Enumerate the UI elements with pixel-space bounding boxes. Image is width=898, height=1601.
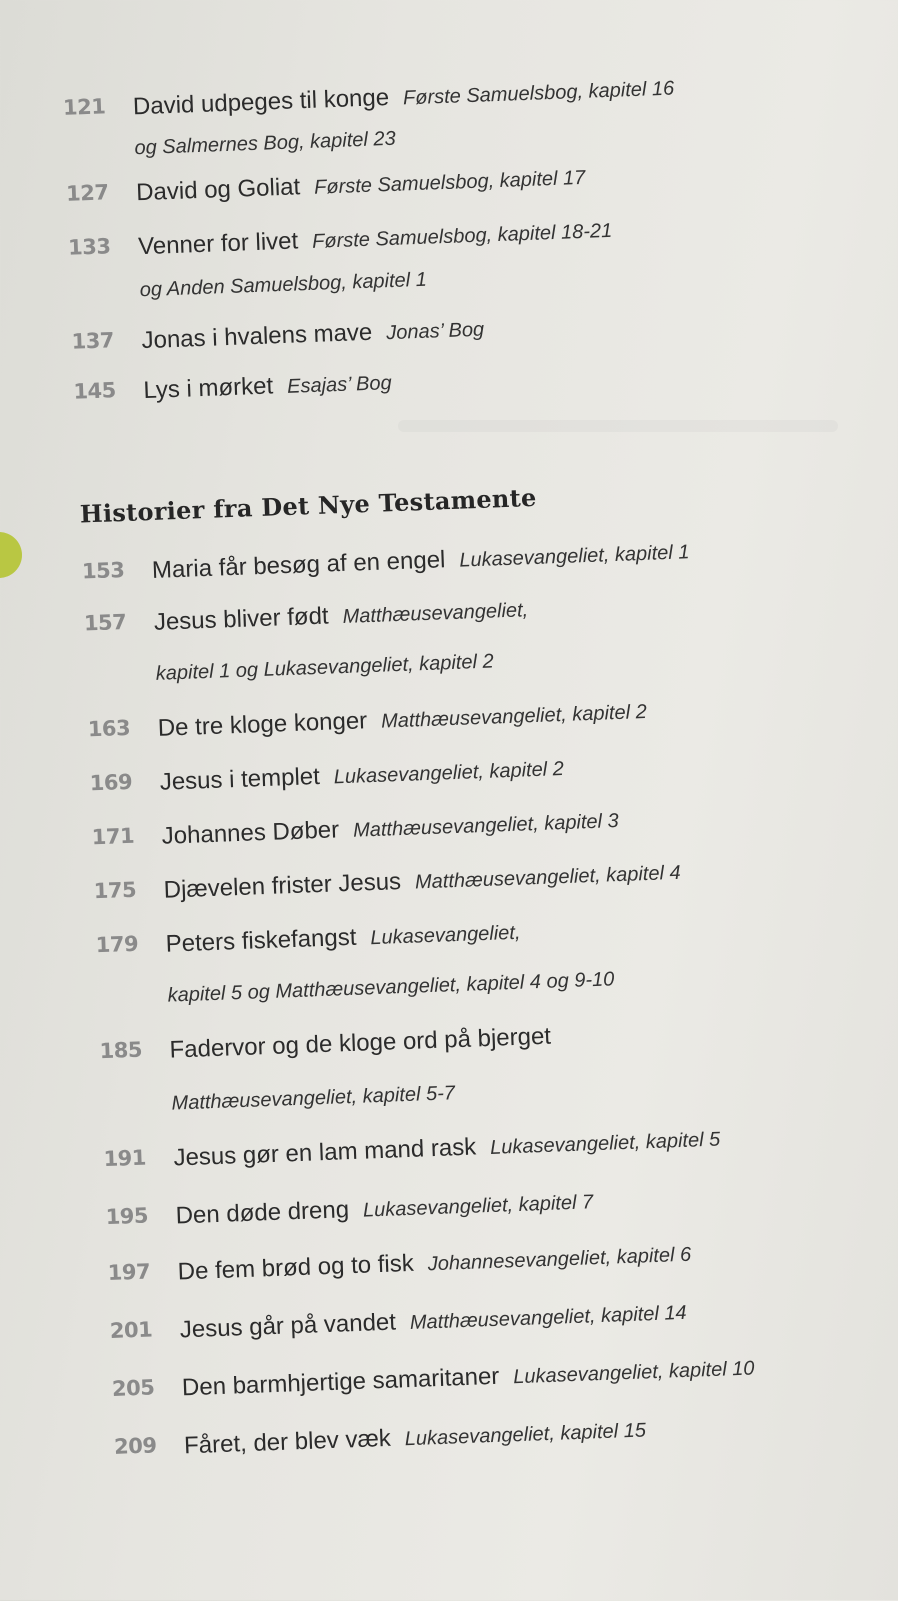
bible-reference-continued: kapitel 5 og Matthæusevangeliet, kapitel 4 og 9-10 <box>167 968 615 1007</box>
bible-reference: Lukasevangeliet, kapitel 5 <box>489 1128 721 1159</box>
story-title <box>182 1353 755 1402</box>
story-title-text: Jesus i templet <box>159 762 321 796</box>
story-title-text: Jesus gør en lam mand rask <box>173 1133 477 1172</box>
page-number: 133 <box>67 234 111 260</box>
bible-reference: Matthæusevangeliet, kapitel 4 <box>414 861 682 894</box>
bible-reference-continued: Matthæusevangeliet, kapitel 5-7 <box>171 1082 456 1115</box>
bible-reference: Matthæusevangeliet, kapitel 2 <box>380 700 648 733</box>
bible-reference: Esajas’ Bog <box>286 372 393 398</box>
story-title <box>157 697 647 743</box>
page-number: 209 <box>113 1433 157 1459</box>
story-title-text: Jesus bliver født <box>153 602 330 636</box>
bible-reference: Jonas’ Bog <box>385 318 485 345</box>
story-title-text: Jesus går på vandet <box>179 1308 397 1344</box>
story-title-text: David og Goliat <box>135 173 301 207</box>
bible-reference: Lukasevangeliet, kapitel 10 <box>512 1357 755 1389</box>
bible-reference: Johannesevangeliet, kapitel 6 <box>427 1243 692 1276</box>
page-number: 197 <box>107 1259 151 1286</box>
story-title <box>153 595 528 637</box>
bible-reference: Lukasevangeliet, kapitel 7 <box>362 1191 594 1222</box>
page-number: 171 <box>91 823 135 850</box>
page-number: 157 <box>83 609 127 636</box>
page-number: 201 <box>109 1317 153 1344</box>
story-title-text: Johannes Døber <box>161 816 340 850</box>
page-number: 179 <box>95 931 139 958</box>
page-number: 175 <box>93 877 137 904</box>
bible-reference: Lukasevangeliet, kapitel 2 <box>333 758 565 789</box>
page-number: 185 <box>99 1037 143 1064</box>
page-number: 127 <box>65 180 109 206</box>
page-number: 191 <box>103 1145 147 1172</box>
story-title-text: Fadervor og de kloge ord på bjerget <box>169 1022 552 1064</box>
story-title-text: Den barmhjertige samaritaner <box>181 1362 500 1402</box>
story-title-text: Djævelen frister Jesus <box>163 868 402 904</box>
story-title <box>173 1125 721 1173</box>
page-number: 169 <box>89 769 133 796</box>
story-title-text: Maria får besøg af en engel <box>151 546 446 584</box>
page-number: 145 <box>72 378 117 404</box>
story-title-text: Fåret, der blev væk <box>183 1424 392 1460</box>
story-title <box>136 163 586 207</box>
page-number: 195 <box>105 1203 149 1230</box>
page-number: 153 <box>81 557 125 584</box>
page-number: 163 <box>87 715 131 742</box>
bible-reference-continued: kapitel 1 og Lukasevangeliet, kapitel 2 <box>155 650 495 685</box>
story-title <box>184 1415 647 1460</box>
story-title-text: Venner for livet <box>137 227 299 261</box>
bible-reference: Første Samuelsbog, kapitel 16 <box>402 77 675 110</box>
page-number: 121 <box>62 94 106 120</box>
section-heading: Historier fra Det Nye Testamente <box>79 482 538 529</box>
bible-reference: Første Samuelsbog, kapitel 18-21 <box>311 219 613 253</box>
story-title <box>161 806 619 851</box>
story-title <box>138 216 613 261</box>
story-title <box>152 537 690 585</box>
bible-reference: Matthæusevangeliet, kapitel 14 <box>409 1301 687 1335</box>
bible-reference-continued: og Anden Samuelsbog, kapitel 1 <box>139 268 428 302</box>
story-title <box>133 74 675 122</box>
story-title <box>169 1023 551 1065</box>
bible-reference: Matthæusevangeliet, <box>342 599 529 628</box>
story-title-text: Den døde dreng <box>175 1196 350 1230</box>
story-title <box>175 1187 593 1230</box>
bible-reference-continued: og Salmernes Bog, kapitel 23 <box>134 127 397 160</box>
story-title <box>159 754 564 797</box>
bible-reference: Lukasevangeliet, kapitel 15 <box>404 1419 647 1451</box>
bible-reference: Matthæusevangeliet, kapitel 3 <box>352 810 620 842</box>
story-title-text: Peters fiskefangst <box>165 923 357 958</box>
story-title-text: Lys i mørket <box>142 372 274 405</box>
story-title <box>143 368 392 405</box>
story-title <box>179 1298 687 1345</box>
story-title <box>165 918 521 959</box>
story-title-text: De tre kloge konger <box>157 707 368 742</box>
page-number: 205 <box>111 1375 155 1401</box>
page-number: 137 <box>71 328 115 354</box>
story-title <box>141 315 484 356</box>
bible-reference: Lukasevangeliet, kapitel 1 <box>458 541 690 572</box>
story-title-text: David udpeges til konge <box>132 83 390 121</box>
story-title-text: Jonas i hvalens mave <box>141 318 373 355</box>
bible-reference: Første Samuelsbog, kapitel 17 <box>313 166 586 199</box>
bible-reference: Lukasevangeliet, <box>370 921 521 950</box>
story-title <box>163 858 681 905</box>
story-title <box>177 1240 691 1287</box>
old-testament-list <box>0 0 895 405</box>
story-title-text: De fem brød og to fisk <box>177 1249 415 1286</box>
